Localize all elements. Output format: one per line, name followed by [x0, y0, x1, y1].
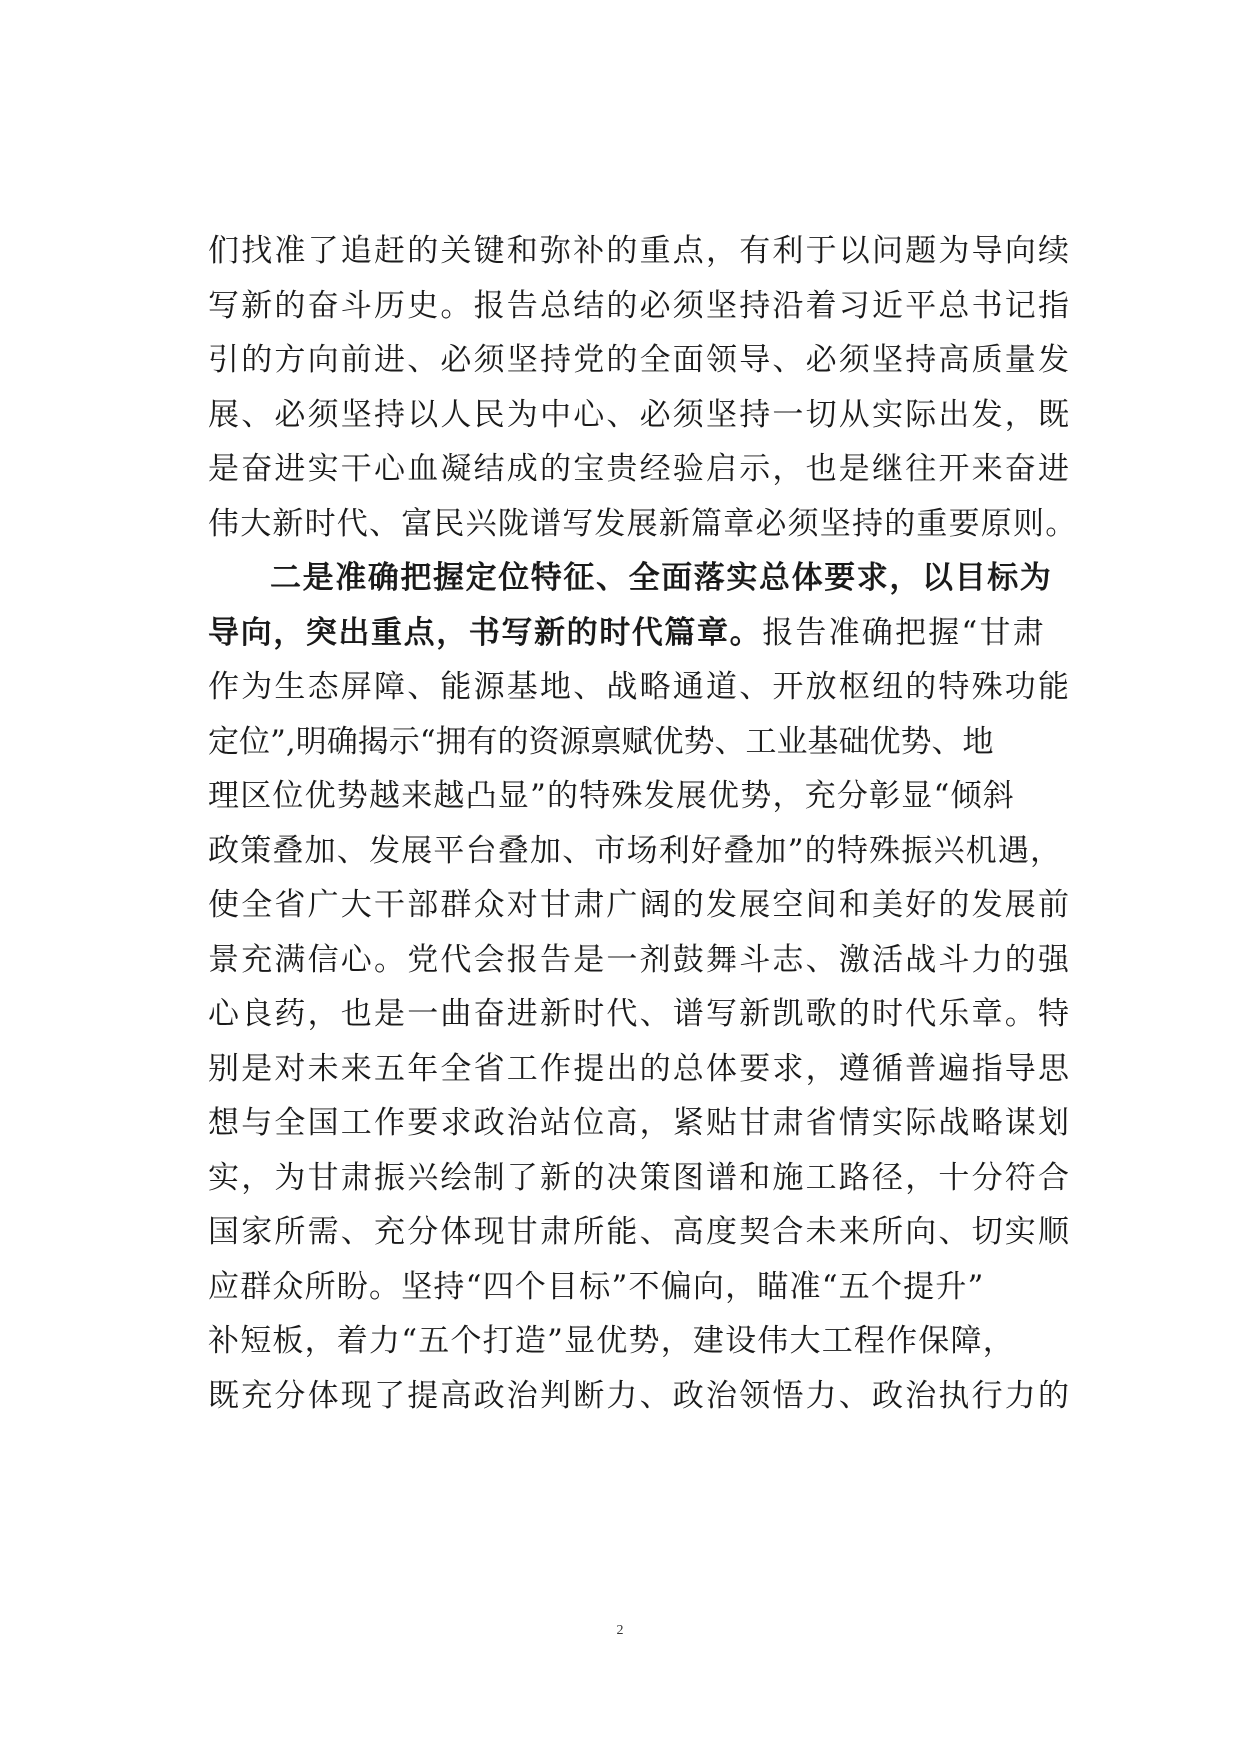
text-line: 心良药，也是一曲奋进新时代、谱写新凯歌的时代乐章。特 [208, 996, 1072, 1032]
text-line: 引的方向前进、必须坚持党的全面领导、必须坚持高质量发 [208, 342, 1072, 378]
heading-continuation-line [208, 606, 1068, 661]
text-line: 补短板，着力“五个打造”显优势，建设伟大工程作保障， [208, 1323, 1015, 1359]
text-line: 理区位优势越来越凸显”的特殊发展优势，充分彰显“倾斜 [208, 778, 1015, 814]
text-line: 们找准了追赶的关键和弥补的重点，有利于以问题为导向续 [208, 233, 1072, 269]
text-line: 想与全国工作要求政治站位高，紧贴甘肃省情实际战略谋划 [208, 1105, 1072, 1141]
section-heading-continued: 导向，突出重点，书写新的时代篇章。 [208, 614, 763, 651]
text-line: 作为生态屏障、能源基地、战略通道、开放枢纽的特殊功能 [208, 669, 1072, 705]
text-line: 写新的奋斗历史。报告总结的必须坚持沿着习近平总书记指 [208, 287, 1072, 324]
text-line: 应群众所盼。坚持“四个目标”不偏向，瞄准“五个提升” [208, 1268, 985, 1305]
text-line: 政策叠加、发展平台叠加、市场利好叠加”的特殊振兴机遇， [208, 832, 1063, 869]
text-line: 国家所需、充分体现甘肃所能、高度契合未来所向、切实顺 [208, 1214, 1072, 1250]
section-heading: 二是准确把握定位特征、全面落实总体要求，以目标为 [270, 560, 1053, 596]
text-line: 别是对未来五年全省工作提出的总体要求，遵循普遍指导思 [208, 1050, 1072, 1087]
body-text [208, 224, 1078, 1423]
text-line: 展、必须坚持以人民为中心、必须坚持一切从实际出发，既 [208, 396, 1072, 433]
text-line: 景充满信心。党代会报告是一剂鼓舞斗志、激活战斗力的强 [208, 941, 1072, 978]
text-run: 报告准确把握“甘肃 [762, 614, 1046, 651]
text-line: 既充分体现了提高政治判断力、政治领悟力、政治执行力的 [208, 1377, 1072, 1414]
text-line: 是奋进实干心血凝结成的宝贵经验启示，也是继往开来奋进 [208, 451, 1072, 487]
text-line: 伟大新时代、富民兴陇谱写发展新篇章必须坚持的重要原则。 [208, 505, 1078, 542]
text-line: 定位”,明确揭示“拥有的资源禀赋优势、工业基础优势、地 [208, 723, 994, 760]
page-number: 2 [616, 1623, 624, 1638]
text-line: 实，为甘肃振兴绘制了新的决策图谱和施工路径，十分符合 [208, 1159, 1072, 1196]
text-line: 使全省广大干部群众对甘肃广阔的发展空间和美好的发展前 [208, 887, 1072, 923]
